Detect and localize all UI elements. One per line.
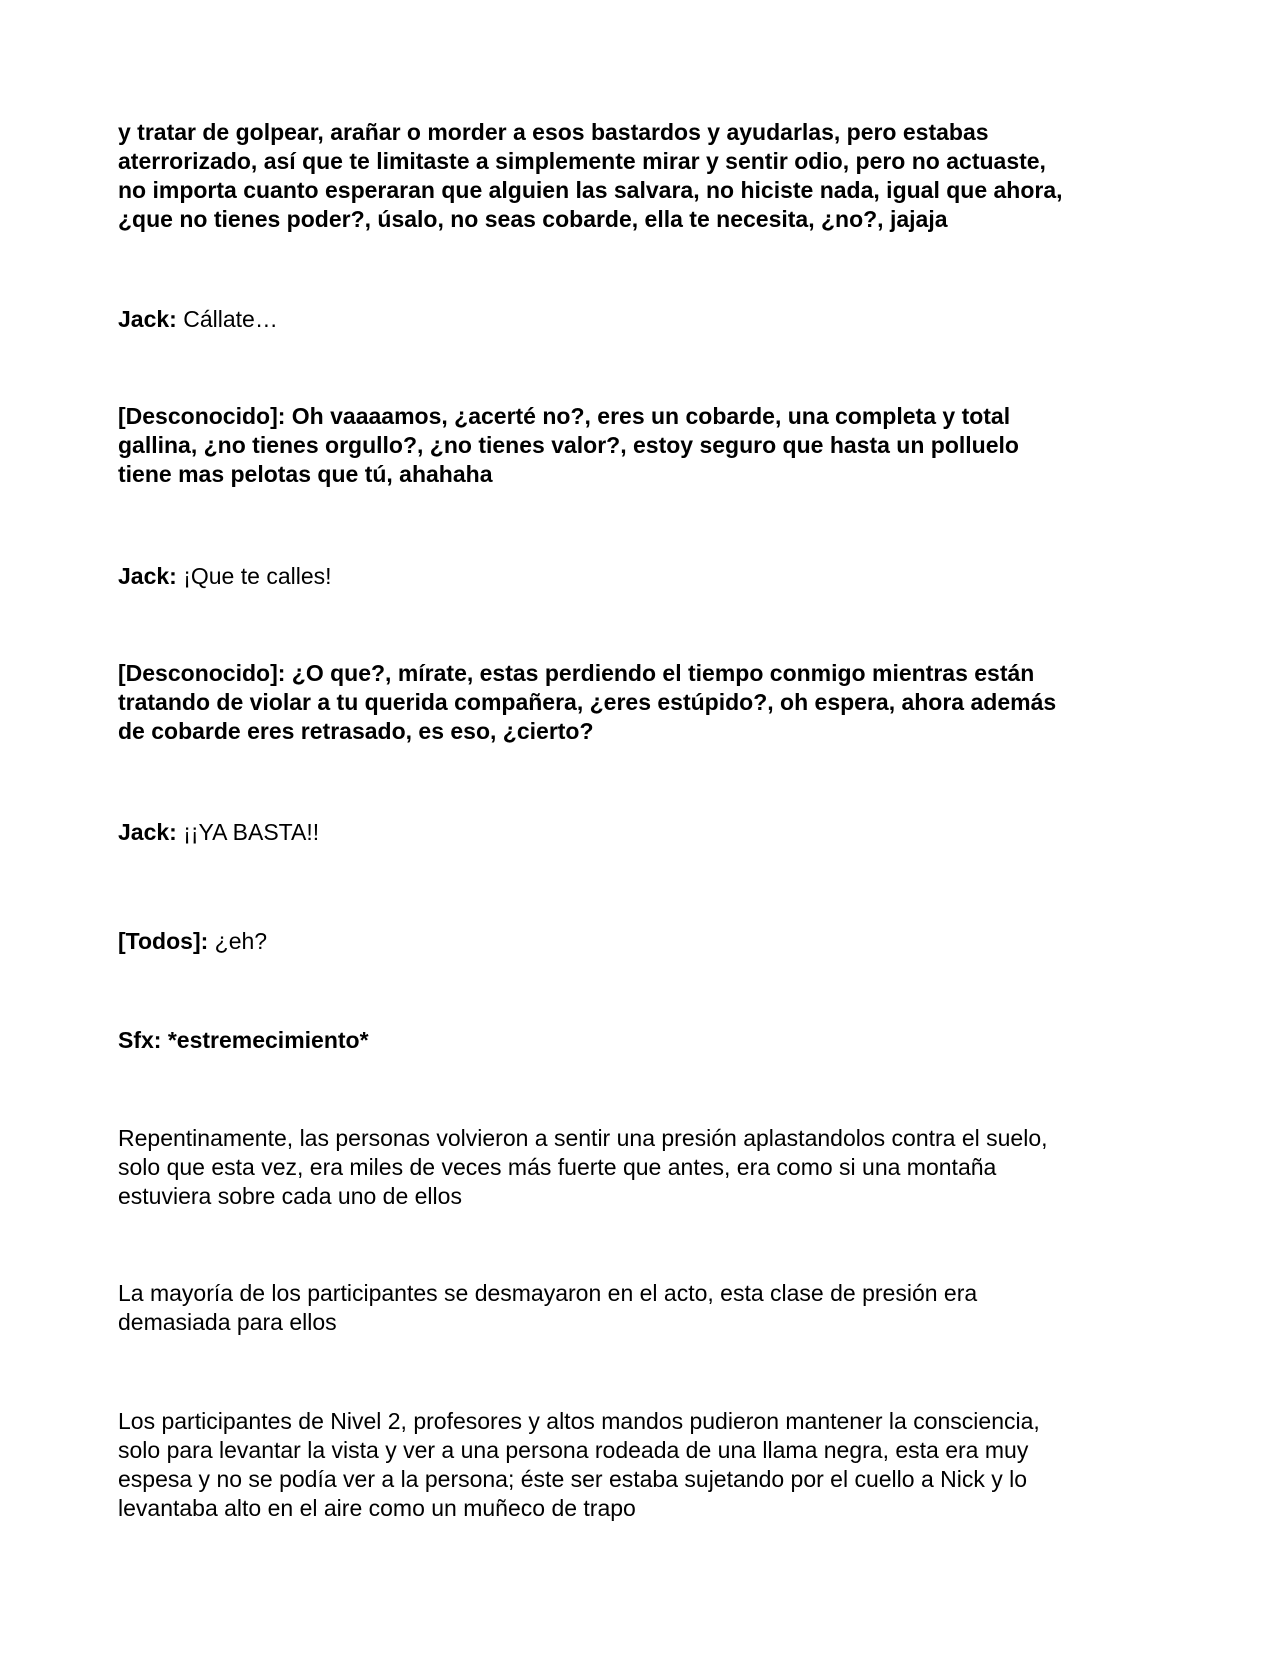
paragraph-taunt-2 [118,402,1168,489]
speaker-label: Jack: [118,563,177,589]
text-line: aterrorizado, así que te limitaste a simplemente mirar y sentir odio, pero no actuaste, [118,148,1046,174]
dialogue-jack-3 [118,818,1168,847]
text-line: Sfx: *estremecimiento* [118,1027,369,1053]
text-line: no importa cuanto esperaran que alguien las salvara, no hiciste nada, igual que ahora, [118,177,1063,203]
dialogue-jack-2 [118,562,1168,591]
text-line: [Desconocido]: Oh vaaaamos, ¿acerté no?, eres un cobarde, una completa y total [118,403,1011,429]
paragraph-taunt-1 [118,118,1168,234]
text-line: gallina, ¿no tienes orgullo?, ¿no tienes valor?, estoy seguro que hasta un polluelo [118,432,1019,458]
text-line: levantaba alto en el aire como un muñeco de trapo [118,1495,636,1521]
text-line: demasiada para ellos [118,1309,337,1335]
narration-2 [118,1279,1168,1337]
paragraph-taunt-3 [118,659,1168,746]
text-line: solo para levantar la vista y ver a una persona rodeada de una llama negra, esta era muy [118,1437,1029,1463]
dialogue-text: Cállate… [176,306,278,332]
text-line: estuviera sobre cada uno de ellos [118,1183,462,1209]
dialogue-text: ¡Que te calles! [176,563,332,589]
dialogue-jack-1 [118,305,1168,334]
text-line: espesa y no se podía ver a la persona; éste ser estaba sujetando por el cuello a Nick y lo [118,1466,1028,1492]
text-line: de cobarde eres retrasado, es eso, ¿cierto? [118,718,594,744]
narration-3 [118,1407,1168,1523]
text-line: Repentinamente, las personas volvieron a sentir una presión aplastandolos contra el suelo, [118,1125,1048,1151]
sfx-line [118,1026,1168,1055]
text-line: [Desconocido]: ¿O que?, mírate, estas perdiendo el tiempo conmigo mientras están [118,660,1035,686]
speaker-label: Jack: [118,819,177,845]
text-line: solo que esta vez, era miles de veces más fuerte que antes, era como si una montaña [118,1154,997,1180]
text-line: Los participantes de Nivel 2, profesores y altos mandos pudieron mantener la consciencia, [118,1408,1040,1434]
text-line: tiene mas pelotas que tú, ahahaha [118,461,493,487]
text-line: y tratar de golpear, arañar o morder a esos bastardos y ayudarlas, pero estabas [118,119,989,145]
text-line: tratando de violar a tu querida compañera, ¿eres estúpido?, oh espera, ahora además [118,689,1057,715]
dialogue-text: ¿eh? [208,928,268,954]
speaker-label: Jack: [118,306,177,332]
text-line: ¿que no tienes poder?, úsalo, no seas cobarde, ella te necesita, ¿no?, jajaja [118,206,948,232]
text-line: La mayoría de los participantes se desmayaron en el acto, esta clase de presión era [118,1280,978,1306]
narration-1 [118,1124,1168,1211]
dialogue-text: ¡¡YA BASTA!! [176,819,320,845]
dialogue-todos [118,927,1168,956]
speaker-label: [Todos]: [118,928,209,954]
